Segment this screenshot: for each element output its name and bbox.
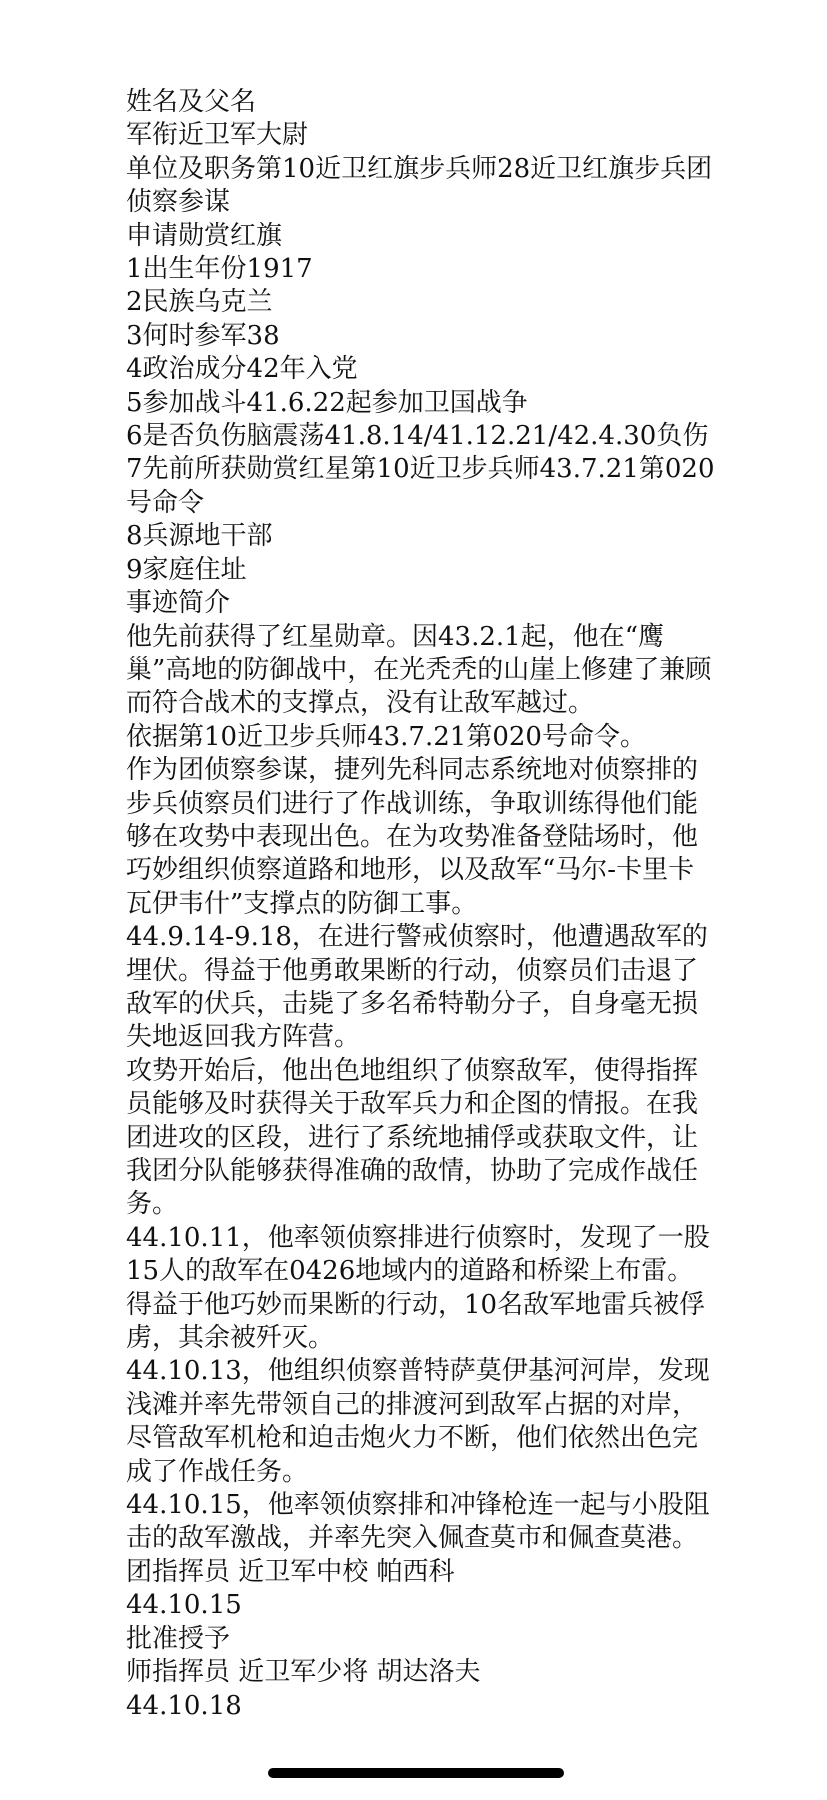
unit-line: 单位及职务第10近卫红旗步兵师28近卫红旗步兵团侦察参谋 <box>126 153 713 218</box>
field-source: 8兵源地干部 <box>126 521 273 552</box>
rank-line: 军衔近卫军大尉 <box>126 120 309 151</box>
field-enlistment: 3何时参军38 <box>126 320 280 351</box>
paragraph: 攻势开始后，他出色地组织了侦察敌军，使得指挥员能够及时获得关于敌军兵力和企图的情报。在我团进攻的区段，进行了系统地捕俘或获取文件，让我团分队能够获得准确的敌情，协助了完成作战任务。 <box>126 1055 699 1220</box>
paragraph: 依据第10近卫步兵师43.7.21第020号命令。 <box>126 721 646 752</box>
field-wounds: 6是否负伤脑震荡41.8.14/41.12.21/42.4.30负伤 <box>126 421 709 452</box>
award-document <box>126 86 716 1723</box>
field-combat: 5参加战斗41.6.22起参加卫国战争 <box>126 387 528 418</box>
field-previous-awards: 7先前所获勋赏红星第10近卫步兵师43.7.21第020号命令 <box>126 454 715 518</box>
home-indicator[interactable] <box>268 1768 564 1778</box>
paragraph: 44.10.13，他组织侦察普特萨莫伊基河河岸，发现浅滩并率先带领自己的排渡河到敌军占据的对岸，尽管敌军机枪和迫击炮火力不断，他们依然出色完成了作战任务。 <box>126 1356 710 1487</box>
field-birth-year: 1出生年份1917 <box>126 254 313 285</box>
paragraph: 44.10.11，他率领侦察排进行侦察时，发现了一股15人的敌军在0426地域内的道路和桥梁上布雷。得益于他巧妙而果断的行动，10名敌军地雷兵被俘虏，其余被歼灭。 <box>126 1222 710 1354</box>
award-request-line: 申请勋赏红旗 <box>126 220 283 251</box>
paragraph: 作为团侦察参谋，捷列先科同志系统地对侦察排的步兵侦察员们进行了作战训练，争取训练得他们能够在攻势中表现出色。在为攻势准备登陆场时，他巧妙组织侦察道路和地形，以及敌军“马尔-卡里卡瓦伊韦什”支撑点的防御工事。 <box>126 755 699 919</box>
paragraph: 44.9.14-9.18，在进行警戒侦察时，他遭遇敌军的埋伏。得益于他勇敢果断的行动，侦察员们击退了敌军的伏兵，击毙了多名希特勒分子，自身毫无损失地返回我方阵营。 <box>126 922 708 1053</box>
name-line: 姓名及父名 <box>126 87 257 117</box>
regiment-commander-signature: 团指挥员 近卫军中校 帕西科 <box>126 1556 455 1587</box>
paragraph: 44.10.15，他率领侦察排和冲锋枪连一起与小股阻击的敌军激战，并率先突入佩查莫市和佩查莫港。 <box>126 1490 710 1554</box>
field-address: 9家庭住址 <box>126 554 247 585</box>
approval-line: 批准授予 <box>126 1623 231 1654</box>
division-commander-signature: 师指挥员 近卫军少将 胡达洛夫 <box>126 1657 481 1688</box>
regiment-date: 44.10.15 <box>126 1590 242 1621</box>
summary-title: 事迹简介 <box>126 588 231 619</box>
field-party: 4政治成分42年入党 <box>126 354 358 385</box>
division-date: 44.10.18 <box>126 1690 242 1721</box>
field-nationality: 2民族乌克兰 <box>126 287 273 318</box>
paragraph: 他先前获得了红星勋章。因43.2.1起，他在“鹰巢”高地的防御战中，在光秃秃的山崖上修建了兼顾而符合战术的支撑点，没有让敌军越过。 <box>126 621 712 719</box>
